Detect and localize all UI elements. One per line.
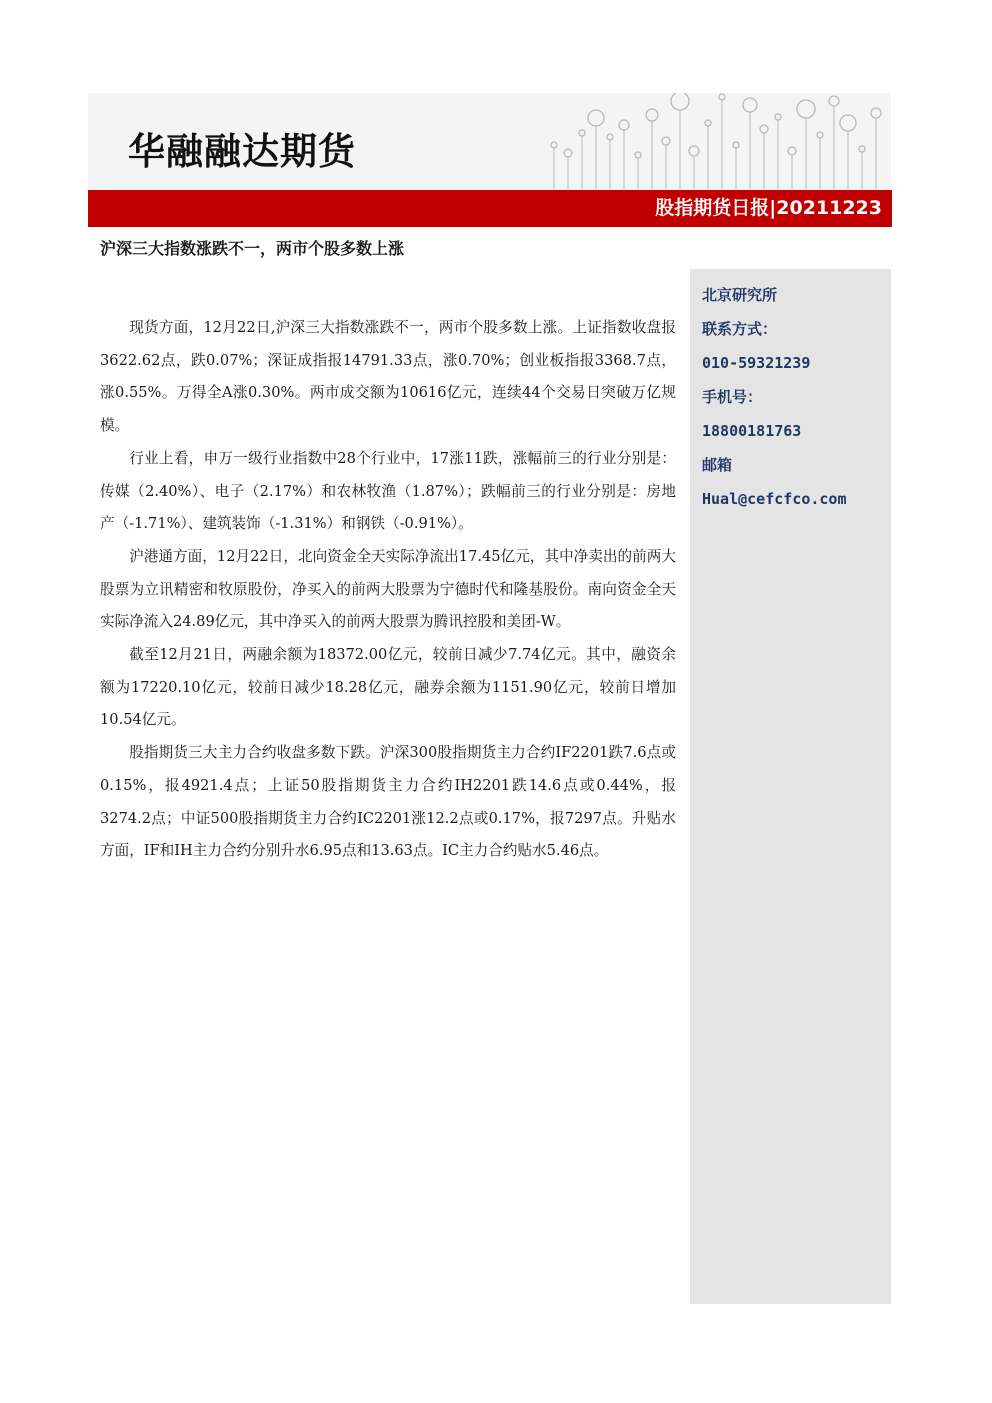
contact-label: 联系方式： (702, 320, 778, 338)
article-title: 沪深三大指数涨跌不一，两市个股多数上涨 (100, 239, 405, 258)
paragraph-margin-trading: 截至12月21日，两融余额为18372.00亿元，较前日减少7.74亿元。其中，融资余额为17220.10亿元，较前日减少18.28亿元，融券余额为1151.90亿元，较前日增加10.54亿元。 (100, 646, 676, 729)
company-name: 华融融达期货 (128, 130, 356, 173)
mobile-label: 手机号： (702, 388, 763, 406)
email-label: 邮箱 (702, 456, 733, 474)
email-address: Hual@cefcfco.com (702, 490, 847, 508)
mobile-number: 18800181763 (702, 422, 802, 440)
paragraph-industry: 行业上看，申万一级行业指数中28个行业中，17涨11跌，涨幅前三的行业分别是：传媒（2.40%）、电子（2.17%）和农林牧渔（1.87%）；跌幅前三的行业分别是：房地产（-1.71%）、建筑装饰（-1.31%）和钢铁（-0.91%）。 (100, 449, 676, 533)
contact-sidebar (690, 269, 891, 1304)
article-body (100, 312, 676, 868)
phone-number: 010-59321239 (702, 354, 811, 372)
paragraph-index-futures: 股指期货三大主力合约收盘多数下跌。沪深300股指期货主力合约IF2201跌7.6点或0.15%，报4921.4点；上证50股指期货主力合约IH2201跌14.6点或0.44%，报3274.2点；中证500股指期货主力合约IC2201涨12.2点或0.17%，报7297点。升贴水方面，IF和IH主力合约分别升水6.95点和13.63点。IC主力合约贴水5.46点。 (100, 744, 676, 860)
report-title-bar (88, 190, 892, 227)
paragraph-stock-connect: 沪港通方面，12月22日，北向资金全天实际净流出17.45亿元，其中净卖出的前两大股票为立讯精密和牧原股份，净买入的前两大股票为宁德时代和隆基股份。南向资金全天实际净流入24.89亿元，其中净买入的前两大股票为腾讯控股和美团-W。 (100, 547, 676, 631)
institute-name: 北京研究所 (702, 286, 778, 304)
report-type-date: 股指期货日报|20211223 (655, 197, 882, 219)
paragraph-spot-market: 现货方面，12月22日,沪深三大指数涨跌不一，两市个股多数上涨。上证指数收盘报3622.62点，跌0.07%；深证成指报14791.33点，涨0.70%；创业板指报3368.7点，涨0.55%。万得全A涨0.30%。两市成交额为10616亿元，连续44个交易日突破万亿规模。 (100, 319, 676, 435)
